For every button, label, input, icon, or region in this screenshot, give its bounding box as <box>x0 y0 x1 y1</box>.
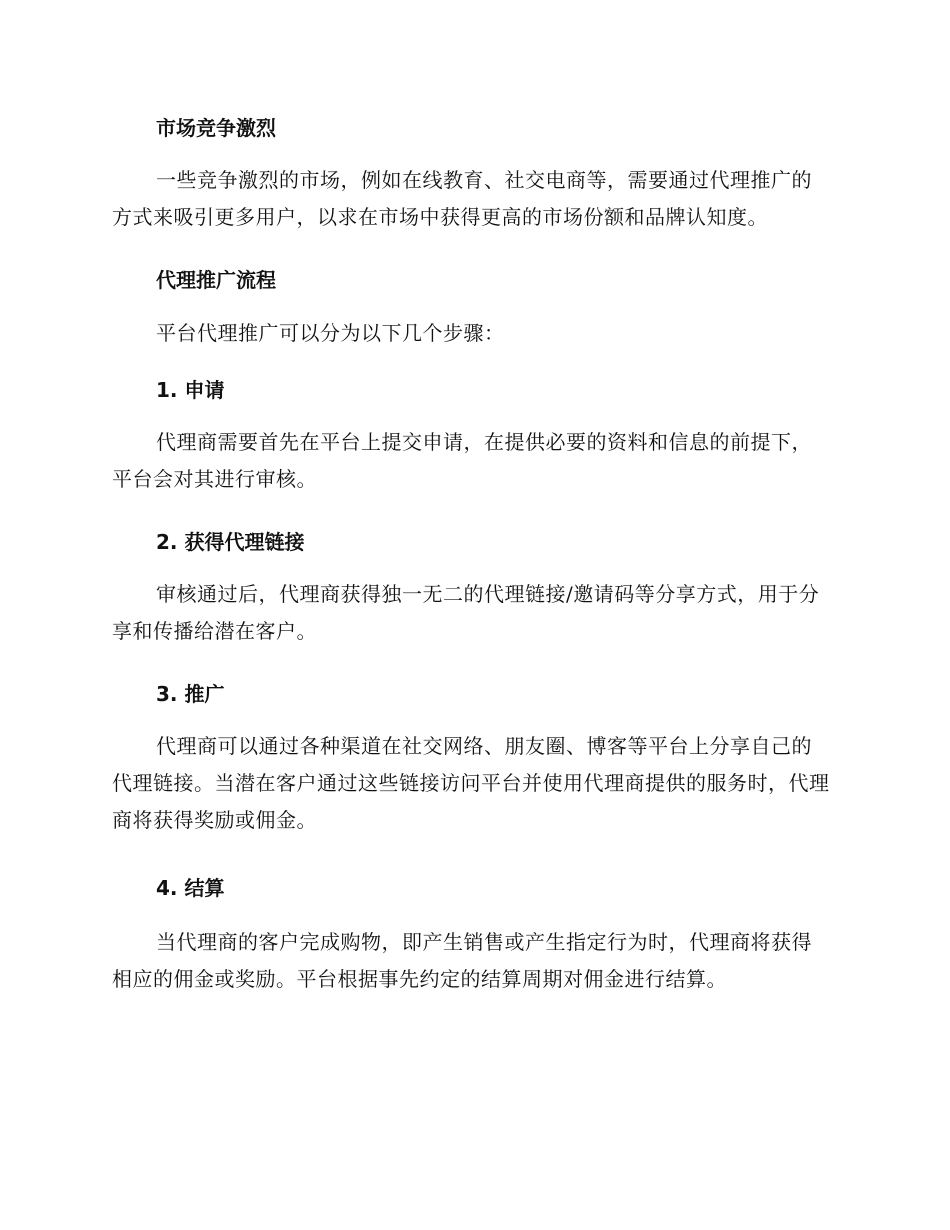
section-heading-market-competition: 市场竞争激烈 <box>156 116 276 140</box>
section-heading-apply: 1. 申请 <box>156 378 225 402</box>
section-paragraph-promote: 代理商可以通过各种渠道在社交网络、朋友圈、博客等平台上分享自己的代理链接。当潜在客户通过这些链接访问平台并使用代理商提供的服务时，代理商将获得奖励或佣金。 <box>112 734 830 832</box>
section-heading-promotion-process: 代理推广流程 <box>156 268 276 292</box>
section-paragraph-promotion-process: 平台代理推广可以分为以下几个步骤： <box>156 321 505 345</box>
section-heading-promote: 3. 推广 <box>156 682 225 706</box>
section-paragraph-settlement: 当代理商的客户完成购物，即产生销售或产生指定行为时，代理商将获得相应的佣金或奖励。平台根据事先约定的结算周期对佣金进行结算。 <box>112 930 812 991</box>
section-paragraph-get-link: 审核通过后，代理商获得独一无二的代理链接/邀请码等分享方式，用于分享和传播给潜在客户。 <box>112 582 820 643</box>
section-heading-settlement: 4. 结算 <box>156 876 225 900</box>
section-paragraph-apply: 代理商需要首先在平台上提交申请，在提供必要的资料和信息的前提下，平台会对其进行审核。 <box>112 430 812 491</box>
section-heading-get-link: 2. 获得代理链接 <box>156 530 305 554</box>
section-paragraph-market-competition: 一些竞争激烈的市场，例如在线教育、社交电商等，需要通过代理推广的方式来吸引更多用户，以求在市场中获得更高的市场份额和品牌认知度。 <box>112 168 812 229</box>
